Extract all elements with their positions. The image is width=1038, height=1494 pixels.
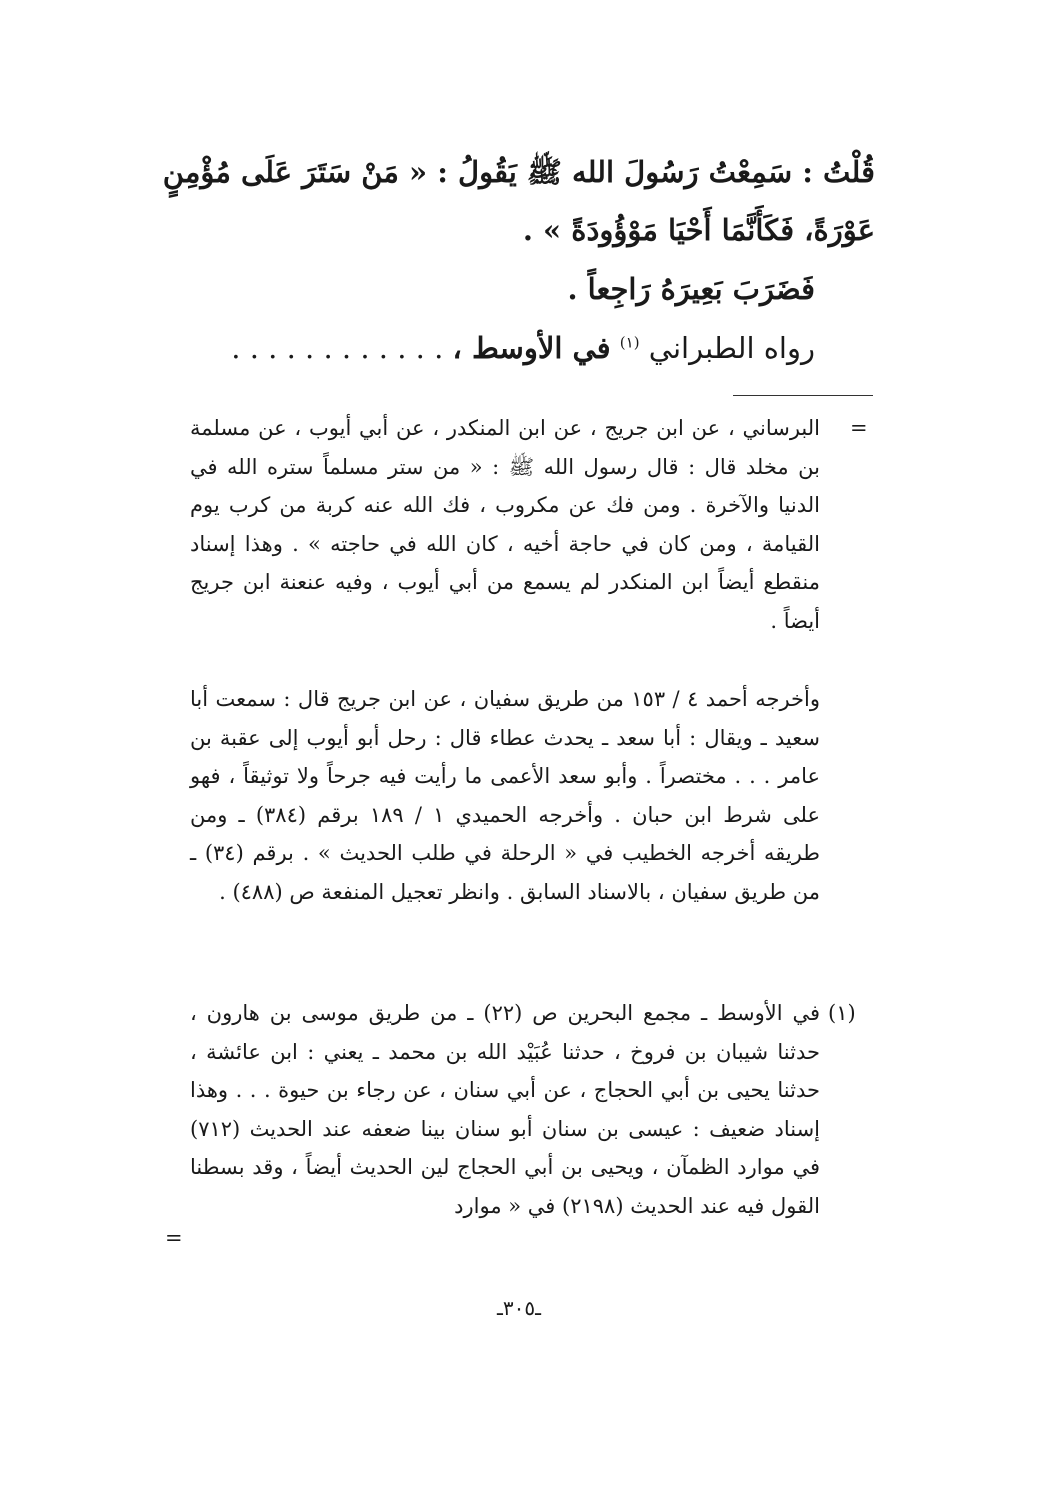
footnote-continuation-para2: وأخرجه أحمد ٤ / ١٥٣ من طريق سفيان ، عن ابن جريج قال : سمعت أبا سعيد ـ ويقال : أبا سعد ـ يحدث عطاء قال : رحل أبو أيوب إلى عقبة بن عامر . . . مختصراً . وأبو سعد الأعمى ما رأيت فيه جرحاً ولا توثيقاً ، فهو على شرط ابن حبان . وأخرجه الحميدي ١ / ١٨٩ برقم (٣٨٤) ـ ومن طريقه أخرجه الخطيب في « الرحلة في طلب الحديث » . برقم (٣٤) ـ من طريق سفيان ، بالاسناد السابق . وانظر تعجيل المنفعة ص (٤٨٨) . bbox=[190, 687, 820, 904]
footnote-1-continues-marker: = bbox=[165, 1226, 183, 1250]
main-line-4-text: رواه الطبراني bbox=[648, 331, 815, 365]
footnote-ref-1[interactable]: (١) bbox=[619, 333, 640, 352]
main-text bbox=[162, 150, 875, 380]
main-line-3: فَضَرَبَ بَعِيرَهُ رَاجِعاً . bbox=[567, 272, 815, 306]
footnote-continuation-para1: البرساني ، عن ابن جريج ، عن ابن المنكدر ، عن أبي أيوب ، عن مسلمة بن مخلد قال : قال رسول الله ﷺ : « من ستر مسلماً ستره الله في الدنيا والآخرة . ومن فك عن مكروب ، فك الله عنه كربة من كرب يوم القيامة ، ومن كان في حاجة أخيه ، كان الله في حاجته » . وهذا إسناد منقطع أيضاً ابن المنكدر لم يسمع من أبي أيوب ، وفيه عنعنة ابن جريج أيضاً . bbox=[190, 416, 820, 633]
continuation-marker: = bbox=[850, 416, 868, 440]
main-line-2: عَوْرَةً، فَكَأَنَّمَا أَحْيَا مَوْؤُودَةً » . bbox=[522, 213, 875, 247]
main-line-4 bbox=[231, 331, 815, 365]
dotted-filler: . . . . . . . . . . . . bbox=[231, 331, 444, 365]
footnote-1-marker: (١) bbox=[828, 1001, 856, 1025]
footnote-1: في الأوسط ـ مجمع البحرين ص (٢٢) ـ من طريق موسى بن هارون ، حدثنا شيبان بن فروخ ، حدثنا عُبَيْد الله بن محمد ـ يعني : ابن عائشة ، حدثنا يحيى بن أبي الحجاج ، عن أبي سنان ، عن رجاء بن حيوة . . . وهذا إسناد ضعيف : عيسى بن سنان أبو سنان بينا ضعفه عند الحديث (٧١٢) في موارد الظمآن ، ويحيى بن أبي الحجاج لين الحديث أيضاً ، وقد بسطنا القول فيه عند الحديث (٢١٩٨) في « موارد bbox=[190, 1001, 820, 1218]
page-number: ـ٣٠٥ـ bbox=[497, 1296, 541, 1320]
main-line-1: قُلْتُ : سَمِعْتُ رَسُولَ الله ﷺ يَقُولُ : « مَنْ سَتَرَ عَلَى مُؤْمِنٍ bbox=[162, 155, 875, 189]
footnote-separator bbox=[733, 395, 873, 396]
main-line-4-text2: في الأوسط ، bbox=[452, 331, 611, 365]
